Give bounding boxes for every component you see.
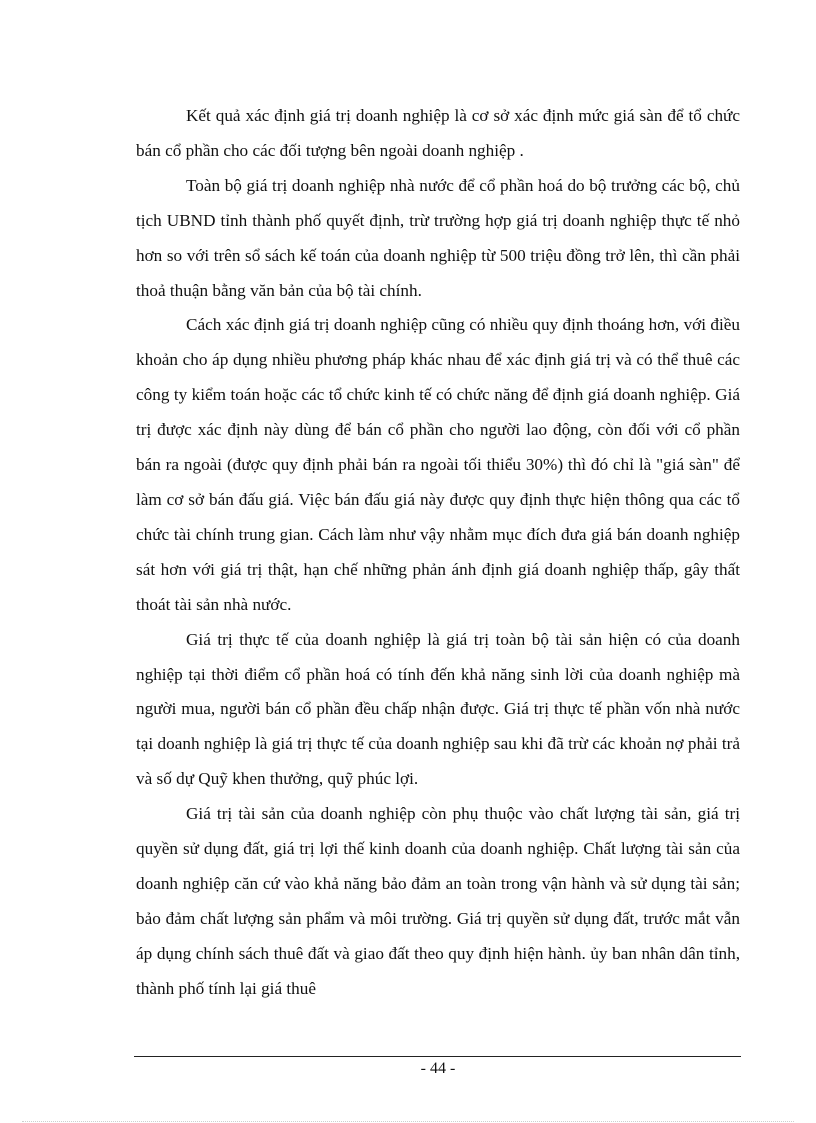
page-bottom-edge (22, 1121, 794, 1122)
paragraph-1: Kết quả xác định giá trị doanh nghiệp là cơ sở xác định mức giá sàn để tổ chức bán cổ phần cho các đối tượng bên ngoài doanh nghiệp . (136, 106, 740, 160)
paragraph-4: Giá trị thực tế của doanh nghiệp là giá trị toàn bộ tài sản hiện có của doanh nghiệp tại thời điểm cổ phần hoá có tính đến khả năng sinh lời của doanh nghiệp mà người mua, người bán cổ phần đều chấp nhận được. Giá trị thực tế phần vốn nhà nước tại doanh nghiệp là giá trị thực tế của doanh nghiệp sau khi đã trừ các khoản nợ phải trả và số dự Quỹ khen thưởng, quỹ phúc lợi. (136, 629, 740, 789)
page-number: - 44 - (420, 1060, 456, 1077)
paragraph-3: Cách xác định giá trị doanh nghiệp cũng có nhiều quy định thoáng hơn, với điều khoản cho áp dụng nhiều phương pháp khác nhau để xác định giá trị và có thể thuê các công ty kiểm toán hoặc các tổ chức kinh tế có chức năng để định giá doanh nghiệp. Giá trị được xác định này dùng để bán cổ phần cho người lao động, còn đối với cổ phần bán ra ngoài (được quy định phải bán ra ngoài tối thiểu 30%) thì đó chỉ là "giá sàn" để làm cơ sở bán đấu giá. Việc bán đấu giá này được quy định thực hiện thông qua các tổ chức tài chính trung gian. Cách làm như vậy nhằm mục đích đưa giá bán doanh nghiệp sát hơn với giá trị thật, hạn chế những phản ánh định giá doanh nghiệp thấp, gây thất thoát tài sản nhà nước. (136, 315, 740, 614)
footer-divider (134, 1056, 741, 1057)
paragraph-2: Toàn bộ giá trị doanh nghiệp nhà nước để cổ phần hoá do bộ trưởng các bộ, chủ tịch UBND tỉnh thành phố quyết định, trừ trường hợp giá trị doanh nghiệp thực tế nhỏ hơn so với trên sổ sách kế toán của doanh nghiệp từ 500 triệu đồng trở lên, thì cần phải thoả thuận bằng văn bản của bộ tài chính. (136, 175, 740, 300)
paragraph-5: Giá trị tài sản của doanh nghiệp còn phụ thuộc vào chất lượng tài sản, giá trị quyền sử dụng đất, giá trị lợi thế kinh doanh của doanh nghiệp. Chất lượng tài sản của doanh nghiệp căn cứ vào khả năng bảo đảm an toàn trong vận hành và sử dụng tài sản; bảo đảm chất lượng sản phẩm và môi trường. Giá trị quyền sử dụng đất, trước mắt vẫn áp dụng chính sách thuê đất và giao đất theo quy định hiện hành. ủy ban nhân dân tỉnh, thành phố tính lại giá thuê (136, 804, 740, 998)
body-text (136, 99, 740, 1007)
